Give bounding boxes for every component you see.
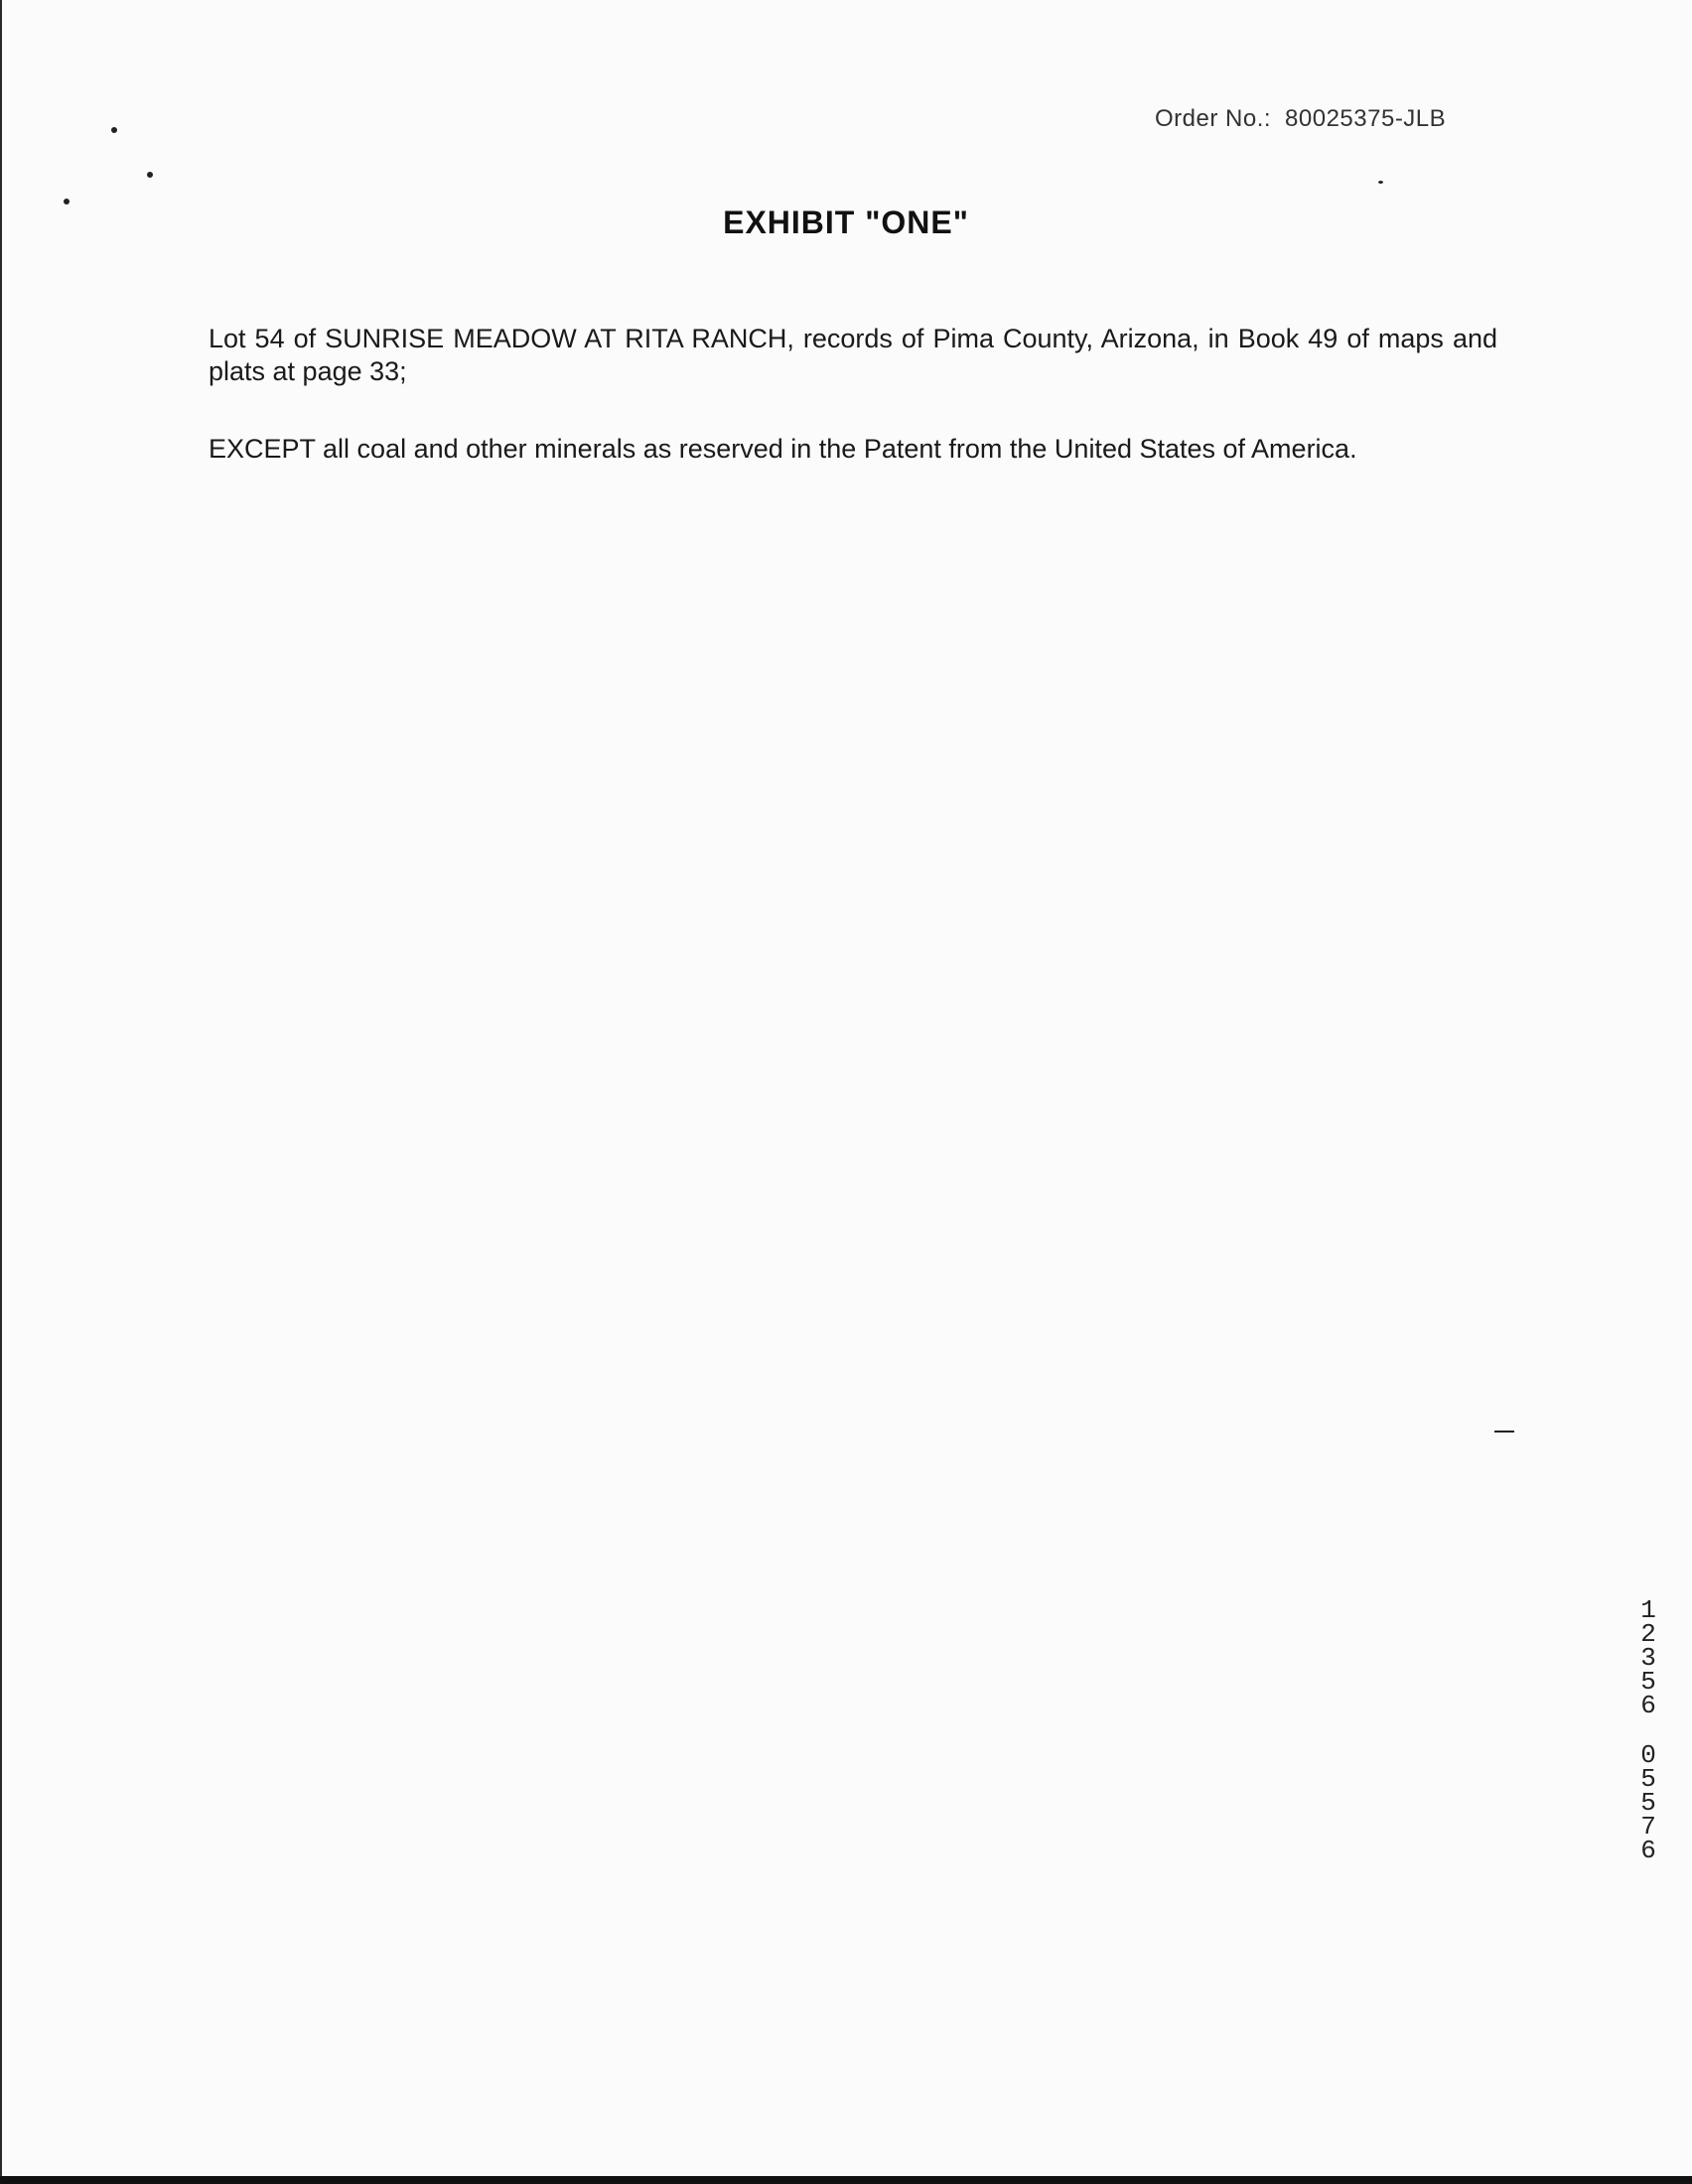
exception-paragraph: EXCEPT all coal and other minerals as reserved in the Patent from the United States of America.	[209, 434, 1357, 464]
order-label: Order No.:	[1155, 105, 1272, 132]
legal-description-paragraph: Lot 54 of SUNRISE MEADOW AT RITA RANCH, records of Pima County, Arizona, in Book 49 of maps and plats at page 33;	[209, 324, 1497, 386]
scan-speck	[147, 172, 153, 178]
order-number: 80025375-JLB	[1285, 105, 1447, 132]
scan-speck	[111, 127, 117, 133]
exhibit-title: EXHIBIT "ONE"	[723, 205, 969, 240]
scan-speck	[1378, 181, 1383, 184]
scan-bottom-border	[0, 2176, 1692, 2184]
scan-left-border	[0, 0, 2, 2184]
scan-mark	[1494, 1431, 1514, 1433]
order-number-line	[1155, 105, 1446, 133]
recording-number-part-2: 05576	[1640, 1740, 1656, 1865]
recording-number-part-1: 12356	[1640, 1595, 1656, 1720]
recording-number	[1633, 1595, 1663, 1865]
